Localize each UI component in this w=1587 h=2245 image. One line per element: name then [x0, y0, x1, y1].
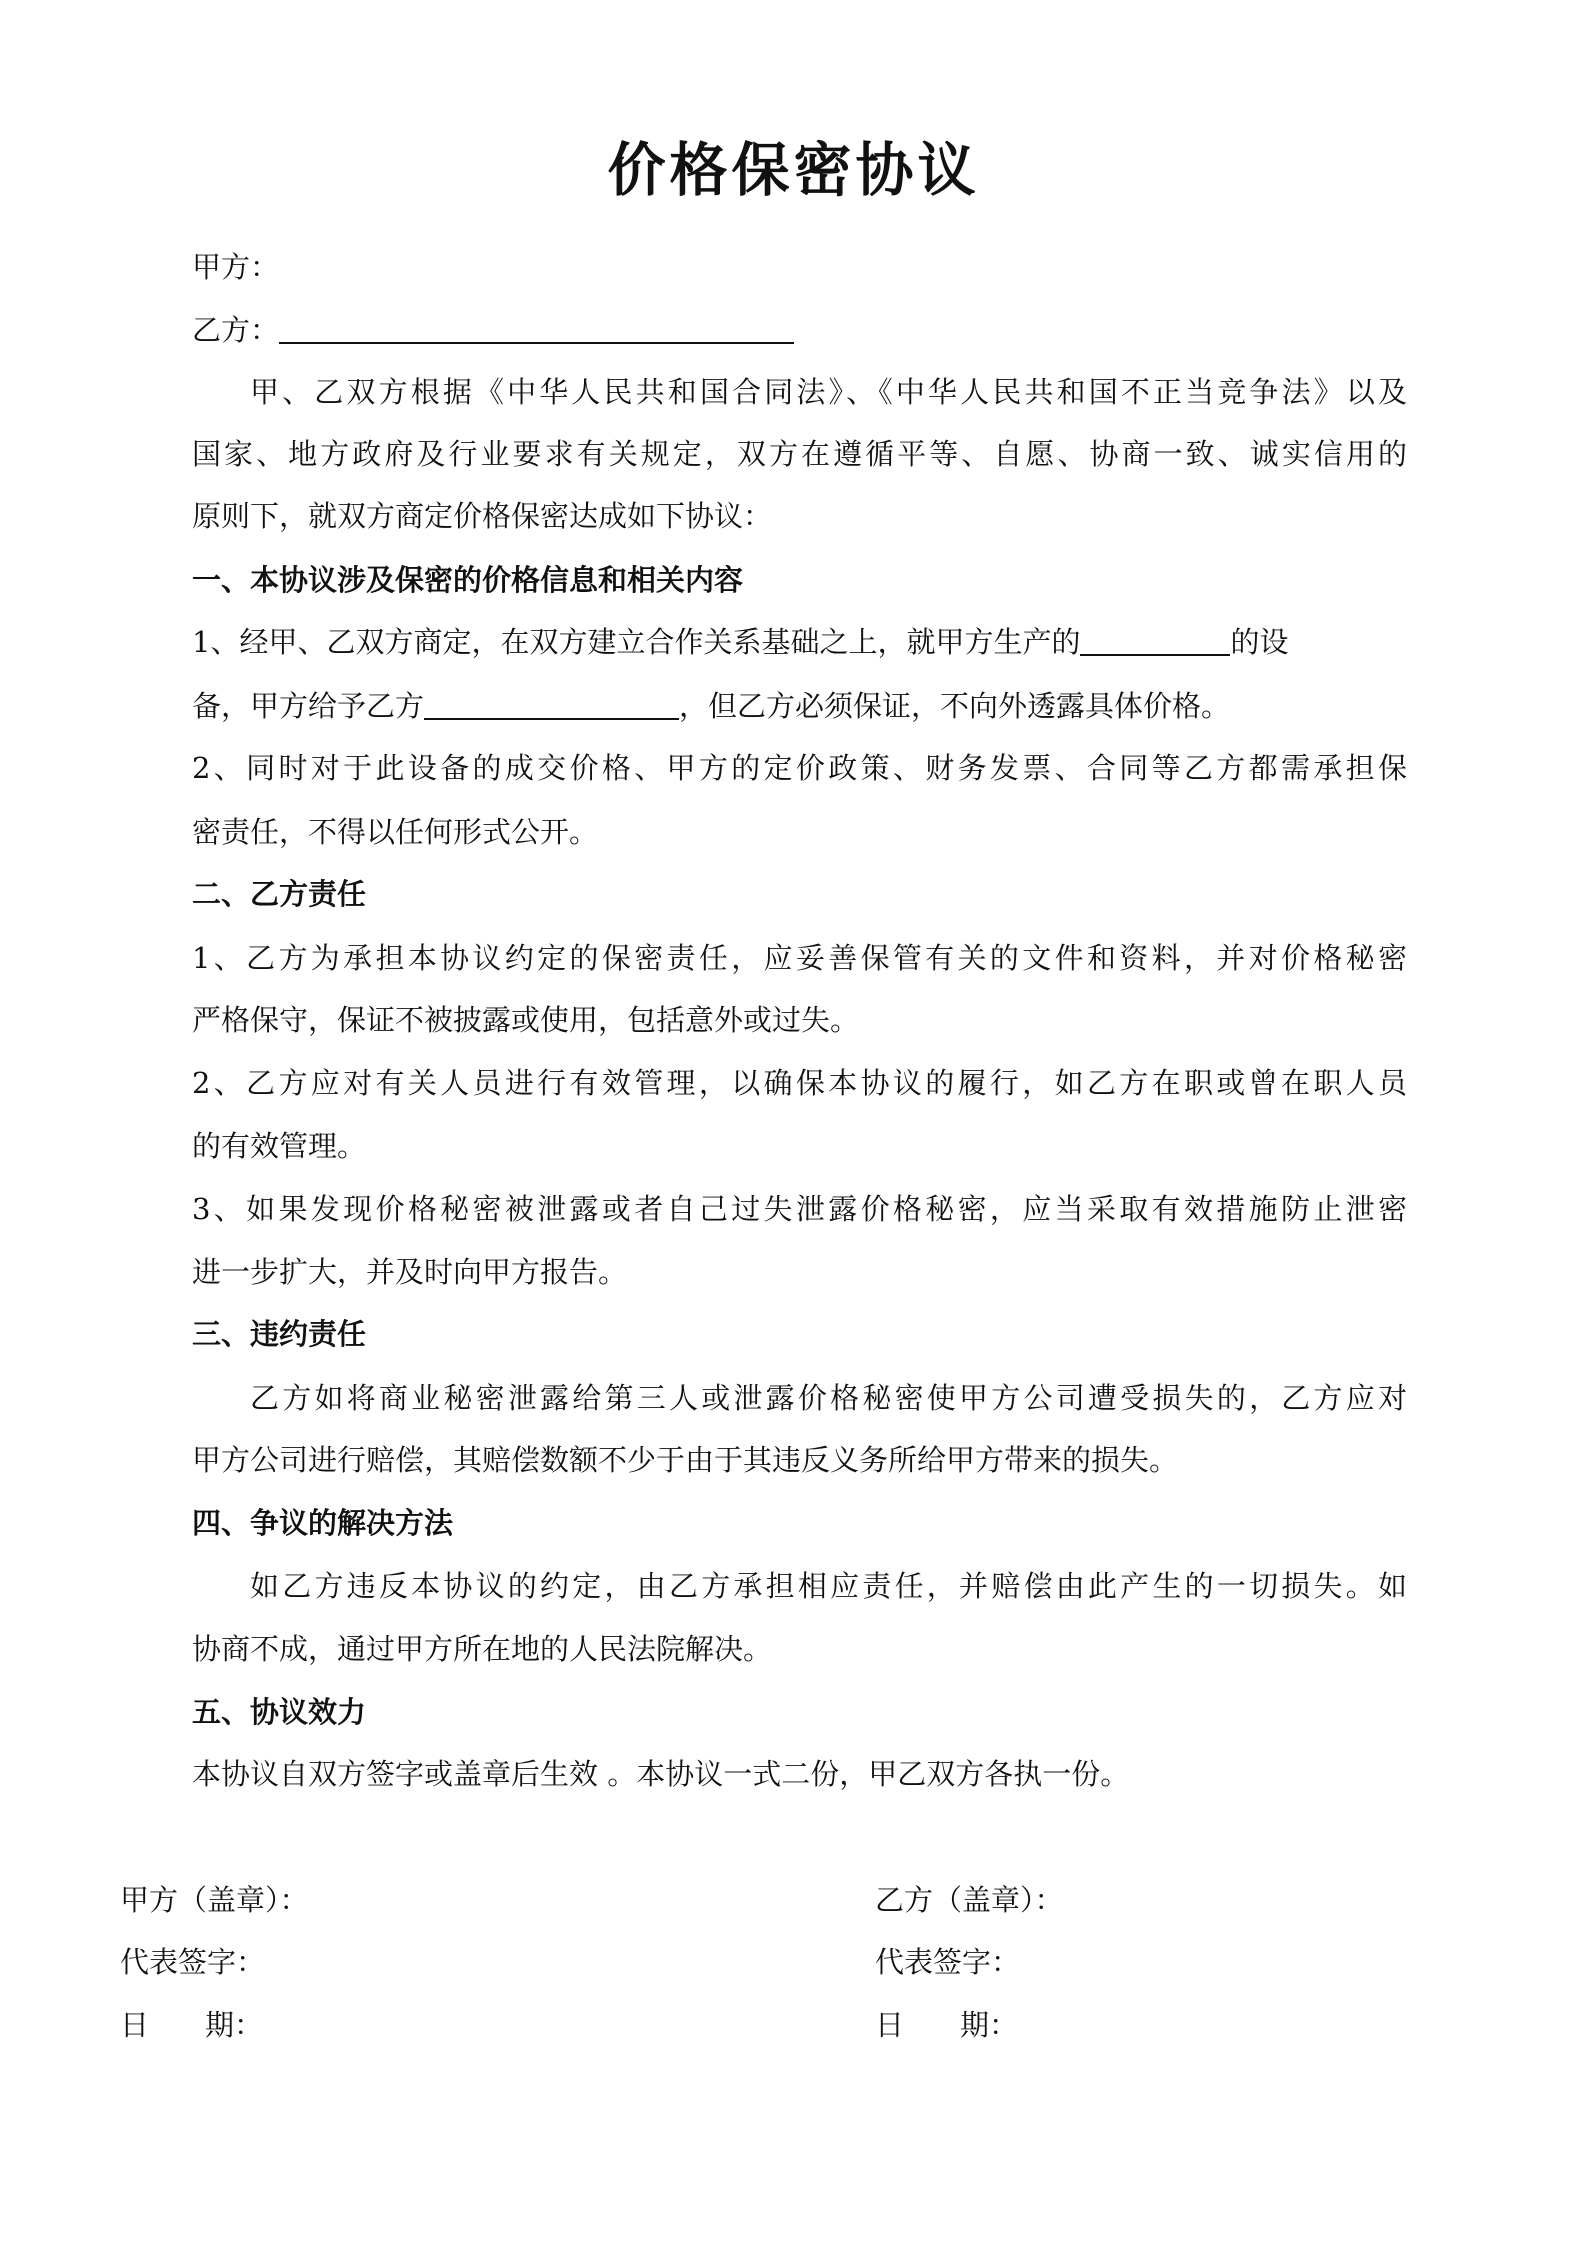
date-char-1: 日 — [120, 2008, 150, 2042]
section-2-heading: 二、乙方责任 — [192, 877, 367, 911]
section-5-line-1: 本协议自双方签字或盖章后生效 。本协议一式二份，甲乙双方各执一份。 — [192, 1757, 1130, 1791]
equipment-blank[interactable] — [1080, 626, 1230, 656]
party-b-seal-label: 乙方（盖章）： — [875, 1883, 1064, 1917]
section-4-line-2: 协商不成，通过甲方所在地的人民法院解决。 — [192, 1632, 773, 1666]
section-1-item-2-line-2: 密责任，不得以任何形式公开。 — [192, 815, 599, 849]
document-title: 价格保密协议 — [607, 136, 980, 204]
party-a-label: 甲方： — [192, 250, 280, 284]
section-1-heading: 一、本协议涉及保密的价格信息和相关内容 — [192, 563, 744, 597]
price-blank[interactable] — [424, 690, 679, 720]
section-3-line-1: 乙方如将商业秘密泄露给第三人或泄露价格秘密使甲方公司遭受损失的，乙方应对 — [250, 1381, 1407, 1415]
section-4-line-1: 如乙方违反本协议的约定，由乙方承担相应责任，并赔偿由此产生的一切损失。如 — [250, 1569, 1407, 1603]
section-1-item-1-line-2 — [192, 686, 1407, 726]
party-b-line — [192, 310, 1407, 350]
section-3-line-2: 甲方公司进行赔偿，其赔偿数额不少于由于其违反义务所给甲方带来的损失。 — [192, 1443, 1179, 1477]
party-a-date-label — [120, 2005, 263, 2045]
section-2-item-2-line-2: 的有效管理。 — [192, 1129, 367, 1163]
section-2-item-2-line-1: 2、乙方应对有关人员进行有效管理，以确保本协议的履行，如乙方在职或曾在职人员 — [192, 1066, 1407, 1100]
section-2-item-1-line-1: 1、乙方为承担本协议约定的保密责任，应妥善保管有关的文件和资料，并对价格秘密 — [192, 941, 1407, 975]
section-1-item-1-text-c: 备，甲方给予乙方 — [192, 689, 425, 723]
party-b-label: 乙方： — [192, 313, 280, 347]
section-1-item-2-line-1: 2、同时对于此设备的成交价格、甲方的定价政策、财务发票、合同等乙方都需承担保 — [192, 751, 1407, 785]
section-2-item-3-line-2: 进一步扩大，并及时向甲方报告。 — [192, 1255, 628, 1289]
section-2-item-3-line-1: 3、如果发现价格秘密被泄露或者自己过失泄露价格秘密，应当采取有效措施防止泄密 — [192, 1192, 1407, 1226]
party-a-rep-sign-label: 代表签字： — [120, 1945, 266, 1979]
party-a-seal-label: 甲方（盖章）： — [120, 1883, 309, 1917]
party-b-rep-sign-label: 代表签字： — [875, 1945, 1021, 1979]
party-a-line — [192, 247, 1407, 287]
section-1-item-1-text-a: 1、经甲、乙双方商定，在双方建立合作关系基础之上，就甲方生产的 — [192, 625, 1081, 659]
section-3-heading: 三、违约责任 — [192, 1317, 367, 1351]
section-1-item-1-text-d: ，但乙方必须保证，不向外透露具体价格。 — [679, 689, 1231, 723]
party-b-blank[interactable] — [279, 314, 794, 344]
date-char-1: 日 — [875, 2008, 905, 2042]
party-b-date-label — [875, 2005, 1018, 2045]
intro-line-1: 甲、乙双方根据《中华人民共和国合同法》、《中华人民共和国不正当竞争法》以及 — [250, 375, 1407, 409]
section-1-item-1-text-b: 的设 — [1230, 625, 1289, 659]
section-5-heading: 五、协议效力 — [192, 1695, 367, 1729]
date-char-2: 期： — [205, 2008, 264, 2042]
intro-line-3: 原则下，就双方商定价格保密达成如下协议： — [192, 499, 773, 533]
section-4-heading: 四、争议的解决方法 — [192, 1506, 454, 1540]
intro-line-2: 国家、地方政府及行业要求有关规定，双方在遵循平等、自愿、协商一致、诚实信用的 — [192, 437, 1407, 471]
section-1-item-1-line-1 — [192, 622, 1407, 662]
date-char-2: 期： — [960, 2008, 1019, 2042]
section-2-item-1-line-2: 严格保守，保证不被披露或使用，包括意外或过失。 — [192, 1003, 860, 1037]
